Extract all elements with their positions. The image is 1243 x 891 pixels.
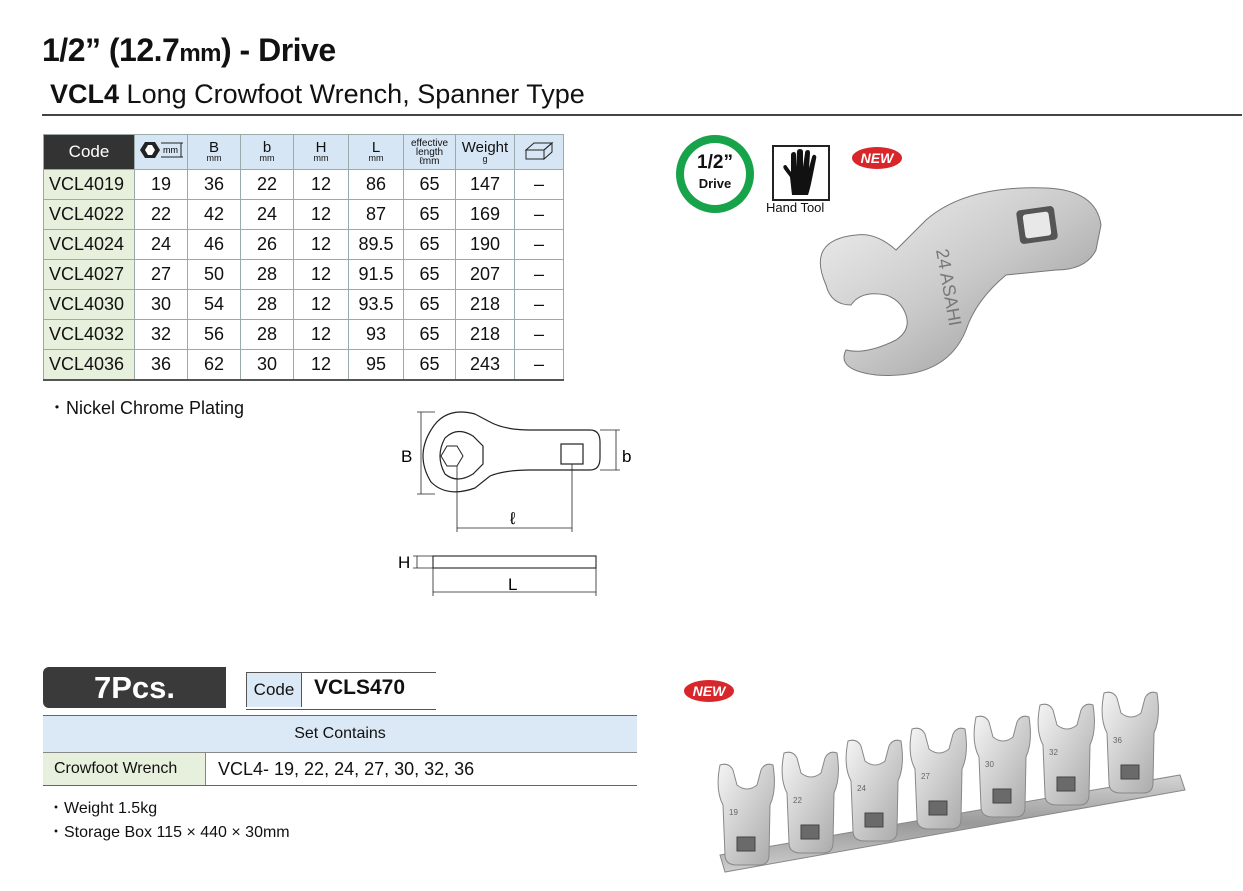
cell-B: 50 [188, 260, 241, 290]
product-code: VCL4 [50, 79, 120, 109]
table-row [44, 170, 564, 200]
set-contents-table [43, 715, 637, 786]
cell-eff: 65 [404, 170, 456, 200]
cell-b: 28 [241, 290, 294, 320]
set-wrench-size-label: 27 [921, 772, 930, 781]
cell-H: 12 [294, 350, 349, 380]
header-effective-length: effective length ℓmm [404, 135, 456, 170]
header-hex [135, 135, 188, 170]
cell-code: VCL4030 [44, 290, 135, 320]
cell-L: 93 [349, 320, 404, 350]
cell-b: 28 [241, 260, 294, 290]
cell-L: 89.5 [349, 230, 404, 260]
table-row [44, 290, 564, 320]
product-name: Long Crowfoot Wrench, Spanner Type [126, 79, 585, 109]
header-code: Code [44, 135, 135, 170]
set-wrench-size-label: 30 [985, 760, 994, 769]
storage-box-icon [524, 138, 554, 162]
cell-L: 86 [349, 170, 404, 200]
set-code-value: VCLS470 [314, 676, 406, 699]
set-wrench-27 [910, 728, 966, 829]
plating-note: ・Nickel Chrome Plating [48, 398, 245, 418]
cell-B: 42 [188, 200, 241, 230]
cell-L: 95 [349, 350, 404, 380]
set-wrench-size-label: 22 [793, 796, 802, 805]
set-contains-header: Set Contains [43, 716, 637, 753]
cell-B: 54 [188, 290, 241, 320]
cell-hex: 24 [135, 230, 188, 260]
table-row [44, 200, 564, 230]
set-wrench-22 [782, 752, 838, 853]
cell-w: 243 [456, 350, 515, 380]
cell-L: 87 [349, 200, 404, 230]
cell-hex: 30 [135, 290, 188, 320]
cell-B: 36 [188, 170, 241, 200]
cell-w: 207 [456, 260, 515, 290]
cell-box: – [515, 260, 564, 290]
cell-H: 12 [294, 290, 349, 320]
cell-hex: 22 [135, 200, 188, 230]
drive-size-label: 1/2” [697, 152, 733, 173]
cell-H: 12 [294, 230, 349, 260]
cell-eff: 65 [404, 200, 456, 230]
cell-B: 62 [188, 350, 241, 380]
hex-wrench-size-icon [137, 139, 185, 161]
cell-box: – [515, 290, 564, 320]
cell-H: 12 [294, 170, 349, 200]
table-row [44, 350, 564, 380]
drive-label: Drive [698, 176, 732, 191]
header-weight: Weight g [456, 135, 515, 170]
wrench-product-image [806, 180, 1106, 390]
title-divider [42, 114, 1242, 116]
page-title: 1/2” (12.7mm) - Drive [42, 32, 336, 68]
dim-label-l: ℓ [510, 509, 516, 528]
header-L: L mm [349, 135, 404, 170]
set-wrench-36 [1102, 692, 1158, 793]
hand-tool-label: Hand Tool [766, 200, 825, 215]
wrench-marking: 24 ASAHI [932, 247, 966, 328]
cell-hex: 19 [135, 170, 188, 200]
storage-box-note: ・Storage Box 115 × 440 × 30mm [48, 824, 290, 841]
cell-B: 46 [188, 230, 241, 260]
set-pieces-badge: 7Pcs. [43, 667, 226, 708]
cell-b: 24 [241, 200, 294, 230]
dimension-diagram [395, 408, 645, 603]
cell-eff: 65 [404, 230, 456, 260]
cell-code: VCL4019 [44, 170, 135, 200]
product-subtitle [50, 79, 585, 110]
cell-code: VCL4036 [44, 350, 135, 380]
cell-box: – [515, 170, 564, 200]
cell-w: 218 [456, 320, 515, 350]
table-row [44, 320, 564, 350]
cell-w: 190 [456, 230, 515, 260]
cell-b: 30 [241, 350, 294, 380]
wrench-set-product-image [700, 680, 1200, 880]
set-wrench-size-label: 36 [1113, 736, 1122, 745]
set-wrench-30 [974, 716, 1030, 817]
cell-hex: 27 [135, 260, 188, 290]
cell-box: – [515, 320, 564, 350]
dim-label-b: b [622, 447, 632, 466]
cell-box: – [515, 200, 564, 230]
cell-hex: 36 [135, 350, 188, 380]
cell-b: 26 [241, 230, 294, 260]
dim-label-B: B [401, 447, 413, 466]
table-row [44, 230, 564, 260]
cell-b: 28 [241, 320, 294, 350]
cell-eff: 65 [404, 320, 456, 350]
cell-B: 56 [188, 320, 241, 350]
set-wrench-size-label: 24 [857, 784, 866, 793]
set-wrench-size-label: 32 [1049, 748, 1058, 757]
spec-table [43, 134, 564, 380]
cell-eff: 65 [404, 260, 456, 290]
set-wrench-19 [718, 764, 774, 865]
set-item-value: VCL4- 19, 22, 24, 27, 30, 32, 36 [206, 753, 638, 786]
cell-eff: 65 [404, 350, 456, 380]
dim-label-L: L [508, 575, 518, 594]
cell-eff: 65 [404, 290, 456, 320]
cell-H: 12 [294, 200, 349, 230]
cell-code: VCL4027 [44, 260, 135, 290]
header-box [515, 135, 564, 170]
cell-H: 12 [294, 260, 349, 290]
cell-L: 91.5 [349, 260, 404, 290]
new-badge-set: NEW [684, 680, 734, 702]
cell-w: 169 [456, 200, 515, 230]
set-weight-note: ・Weight 1.5kg [48, 800, 158, 817]
table-row [44, 260, 564, 290]
svg-text:mm: mm [163, 144, 178, 155]
cell-box: – [515, 350, 564, 380]
dim-label-H: H [398, 553, 411, 572]
cell-w: 218 [456, 290, 515, 320]
cell-code: VCL4022 [44, 200, 135, 230]
header-b: b mm [241, 135, 294, 170]
set-code-label: Code [246, 673, 302, 707]
cell-L: 93.5 [349, 290, 404, 320]
cell-box: – [515, 230, 564, 260]
new-badge: NEW [852, 147, 902, 169]
cell-H: 12 [294, 320, 349, 350]
cell-code: VCL4032 [44, 320, 135, 350]
set-wrench-32 [1038, 704, 1094, 805]
set-item-label: Crowfoot Wrench [43, 753, 206, 786]
spec-table-bottom-rule [43, 379, 564, 381]
cell-b: 22 [241, 170, 294, 200]
header-B: B mm [188, 135, 241, 170]
set-wrench-size-label: 19 [729, 808, 738, 817]
cell-w: 147 [456, 170, 515, 200]
cell-code: VCL4024 [44, 230, 135, 260]
set-wrench-24 [846, 740, 902, 841]
header-H: H mm [294, 135, 349, 170]
cell-hex: 32 [135, 320, 188, 350]
